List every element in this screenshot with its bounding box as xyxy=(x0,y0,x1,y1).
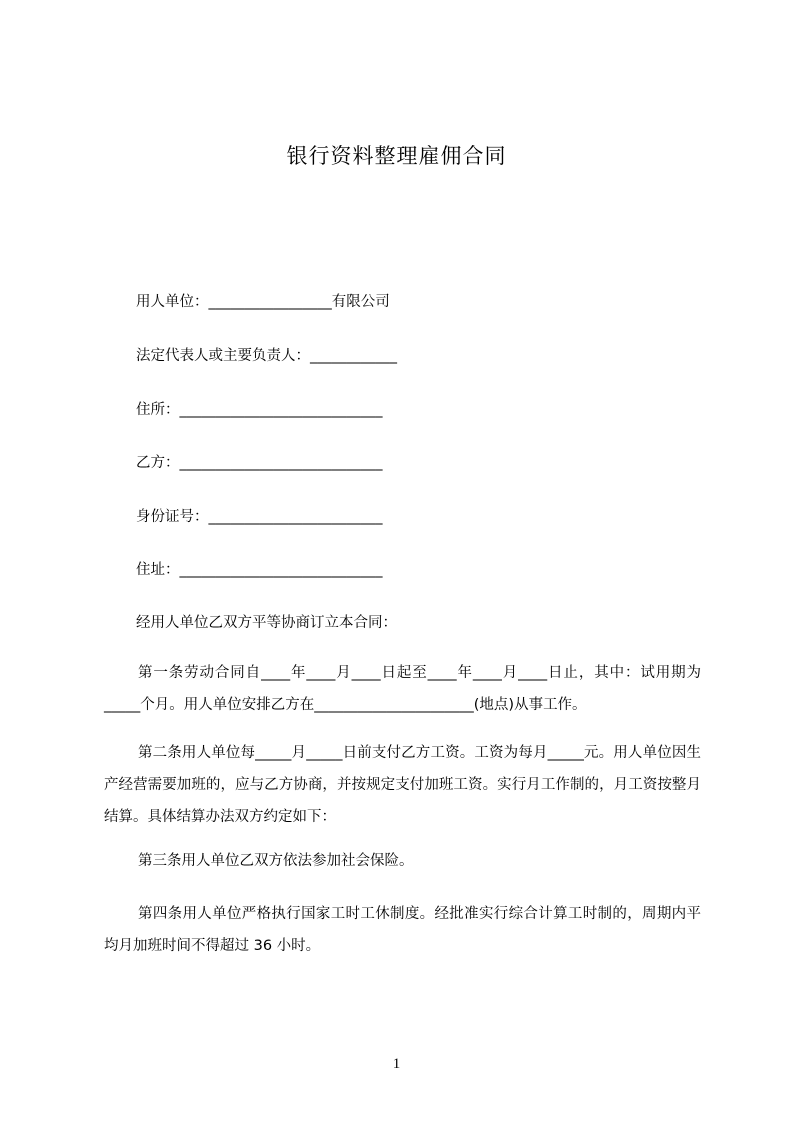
article-1: 第一条劳动合同自____年____月____日起至____年____月____日止，其中：试用期为_____个月。用人单位安排乙方在______________________(地点)从事工作。 xyxy=(104,665,701,713)
employer-address-field: 住所：____________________________ xyxy=(136,402,383,418)
employer-field: 用人单位：_________________有限公司 xyxy=(136,294,390,310)
article-3: 第三条用人单位乙双方依法参加社会保险。 xyxy=(138,853,414,869)
party-b-address-field: 住址：____________________________ xyxy=(136,562,383,578)
article-2: 第二条用人单位每_____月_____日前支付乙方工资。工资为每月_____元。用人单位因生产经营需要加班的，应与乙方协商，并按规定支付加班工资。实行月工作制的，月工资按整月结算。具体结算办法双方约定如下： xyxy=(104,745,701,825)
contract-intro: 经用人单位乙双方平等协商订立本合同： xyxy=(136,615,397,631)
document-title: 银行资料整理雇佣合同 xyxy=(286,144,507,168)
id-number-field: 身份证号：________________________ xyxy=(136,509,383,525)
article-4: 第四条用人单位严格执行国家工时工休制度。经批准实行综合计算工时制的，周期内平均月加班时间不得超过 36 小时。 xyxy=(104,906,701,954)
party-b-field: 乙方：____________________________ xyxy=(136,455,383,471)
page-number: 1 xyxy=(392,1056,401,1072)
legal-representative-field: 法定代表人或主要负责人：____________ xyxy=(136,348,397,364)
